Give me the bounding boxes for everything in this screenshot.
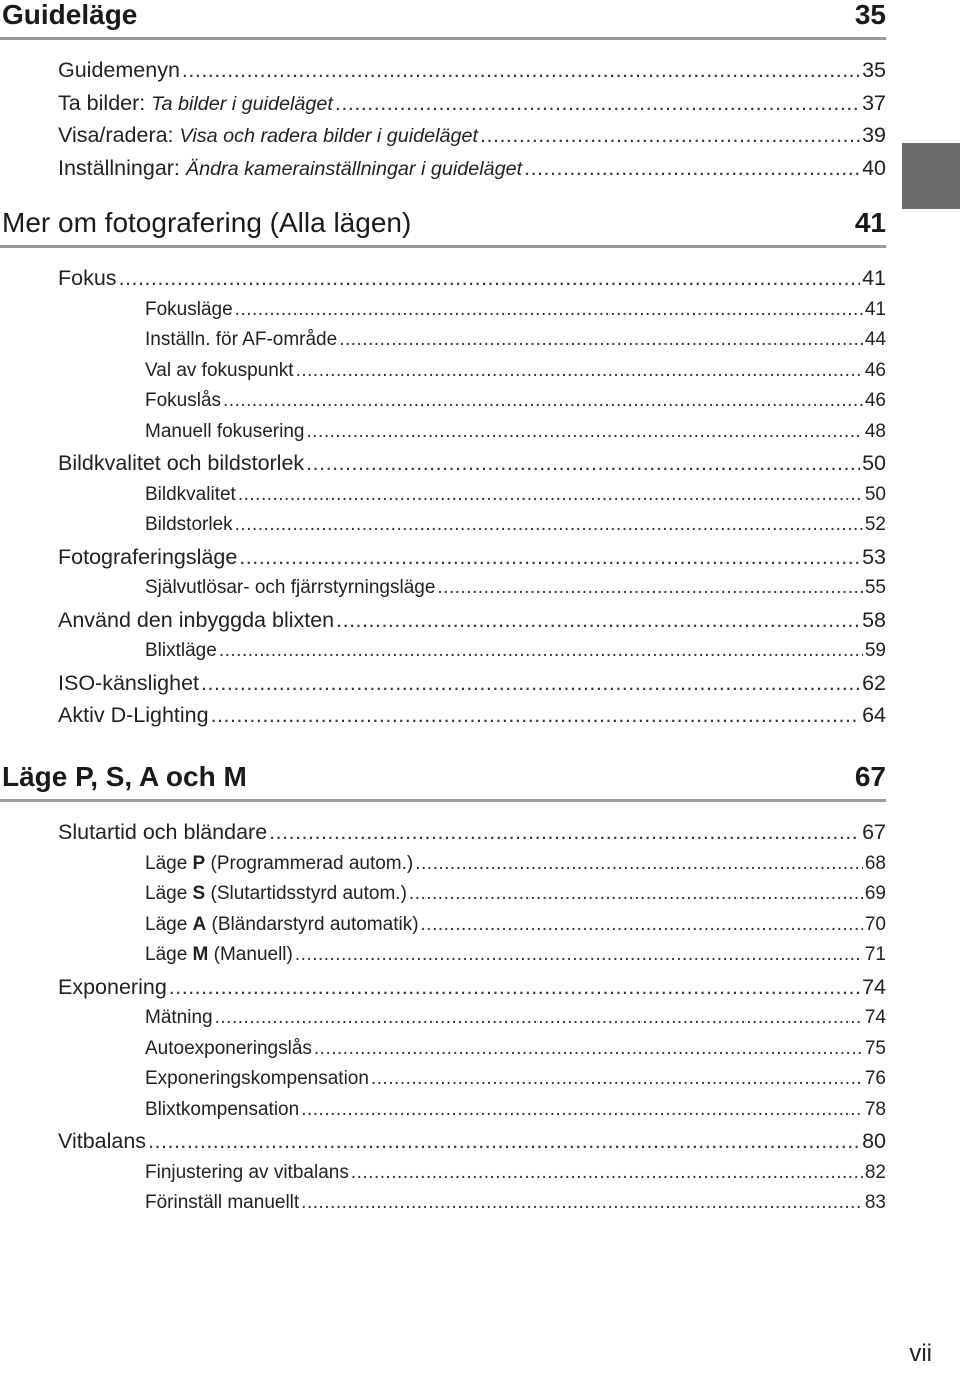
- dot-leader: [235, 514, 863, 536]
- toc-entry-title: [145, 514, 233, 536]
- toc-entry-page: 74: [864, 1007, 886, 1028]
- section-page: 41: [854, 207, 886, 238]
- toc-entry[interactable]: [0, 156, 886, 189]
- dot-leader: [211, 703, 861, 728]
- toc-entry-page: 68: [864, 852, 886, 874]
- toc-entry-title: [145, 853, 413, 875]
- toc-entry-title: [145, 1068, 369, 1090]
- toc-entry-text: Bildkvalitet: [145, 483, 236, 505]
- dot-leader: [301, 1099, 863, 1121]
- toc-entry[interactable]: [0, 299, 886, 330]
- section-title: Läge P, S, A och M: [2, 761, 247, 792]
- toc-entry-text: Visa/radera:: [58, 123, 180, 147]
- toc-entry-title: [145, 1099, 299, 1121]
- toc-entry-title: [58, 671, 199, 696]
- dot-leader: [148, 1129, 860, 1154]
- toc-entry-page: 78: [864, 1098, 886, 1120]
- page-number: vii: [909, 1340, 932, 1367]
- dot-leader: [306, 421, 862, 443]
- section-guide-mode: [0, 0, 886, 188]
- toc-entry-title: [58, 156, 522, 181]
- section-psam-modes: [0, 762, 886, 1223]
- toc-entry-text: Blixtkompensation: [145, 1098, 300, 1120]
- toc-entry-title: [145, 883, 407, 905]
- section-more-photography: [0, 208, 886, 736]
- toc-entry[interactable]: [0, 58, 886, 91]
- dot-leader: [269, 820, 860, 845]
- mode-letter: A: [192, 913, 207, 935]
- toc-entry-page: 83: [864, 1192, 886, 1213]
- toc-entry-page: 59: [864, 640, 886, 661]
- toc-entry-page: 46: [864, 359, 886, 381]
- toc-entry-page: 58: [862, 607, 886, 632]
- toc-entry-text: Fokusläge: [145, 298, 233, 320]
- toc-entry-title: [58, 1129, 146, 1154]
- toc-entry-title: [145, 1162, 349, 1184]
- dot-leader: [437, 577, 862, 599]
- toc-entry-title: [58, 58, 180, 83]
- toc-entry[interactable]: [0, 853, 886, 884]
- dot-leader: [351, 1162, 863, 1184]
- section-header: [0, 762, 886, 802]
- toc-entry-page: 64: [862, 703, 886, 727]
- section-page: 35: [854, 0, 886, 30]
- toc-entry[interactable]: [0, 1007, 886, 1038]
- dot-leader: [215, 1007, 863, 1029]
- toc-entry-page: 37: [862, 90, 886, 115]
- dot-leader: [306, 451, 860, 476]
- toc-entry[interactable]: [0, 608, 886, 641]
- toc-entry-subtitle: Ta bilder i guideläget: [151, 92, 333, 115]
- toc-entry-text: Guidemenyn: [58, 58, 180, 82]
- toc-entry-text: Exponering: [58, 974, 167, 999]
- toc-entry[interactable]: [0, 514, 886, 545]
- toc-entry-text: Fokus: [58, 266, 117, 290]
- toc-entry-title: [145, 390, 221, 412]
- toc-entry-text: Ta bilder:: [58, 90, 152, 115]
- toc-entry-title: [145, 640, 217, 662]
- dot-leader: [238, 484, 863, 506]
- toc-entry-text: ISO-känslighet: [58, 670, 200, 695]
- toc-entry[interactable]: [0, 91, 886, 124]
- toc-entry-subtitle: Visa och radera bilder i guideläget: [179, 125, 479, 147]
- toc-entry-title: [145, 1038, 312, 1060]
- toc-entry-page: 74: [862, 974, 886, 999]
- toc-entry-text: Blixtläge: [145, 640, 217, 661]
- toc-entry-title: [58, 820, 267, 845]
- toc-entry-text: Fotograferingsläge: [58, 544, 238, 569]
- toc-entry-page: 53: [862, 544, 886, 569]
- dot-leader: [339, 329, 863, 351]
- toc-entry-page: 75: [864, 1037, 886, 1059]
- toc-entry-text: Aktiv D-Lighting: [58, 703, 209, 727]
- dot-leader: [335, 91, 860, 116]
- dot-leader: [336, 608, 860, 633]
- dot-leader: [223, 390, 863, 412]
- section-page: 67: [854, 761, 886, 792]
- toc-entry-title: [58, 451, 304, 476]
- toc-entry-page: 52: [864, 514, 886, 535]
- toc-entry[interactable]: [0, 944, 886, 975]
- toc-entry-text: Exponeringskompensation: [145, 1068, 369, 1089]
- dot-leader: [235, 299, 863, 321]
- toc-entry[interactable]: [0, 671, 886, 704]
- toc-entry-text: Slutartid och bländare: [58, 820, 268, 844]
- dot-leader: [295, 944, 863, 966]
- toc-entry[interactable]: [0, 975, 886, 1008]
- toc-entry-text: Mätning: [145, 1007, 213, 1028]
- toc-entry[interactable]: [0, 421, 886, 452]
- toc-entry[interactable]: [0, 703, 886, 736]
- toc-entry-title: [58, 545, 237, 570]
- mode-letter: S: [192, 883, 206, 904]
- toc-entry-text: Förinställ manuellt: [145, 1192, 300, 1213]
- toc-entry[interactable]: [0, 1038, 886, 1069]
- toc-entry-page: 76: [864, 1068, 886, 1089]
- toc-entry-page: 50: [862, 451, 886, 475]
- toc-entry-text: Finjustering av vitbalans: [145, 1161, 349, 1183]
- dot-leader: [301, 1192, 863, 1214]
- toc-entry[interactable]: [0, 545, 886, 578]
- toc-entry-text-rest: (Bländarstyrd automatik): [206, 913, 419, 935]
- toc-entries: [0, 820, 886, 1223]
- toc-entry[interactable]: [0, 577, 886, 608]
- toc-entry[interactable]: [0, 1099, 886, 1130]
- toc-entry[interactable]: [0, 484, 886, 515]
- toc-entry-title: [145, 360, 294, 382]
- dot-leader: [169, 975, 860, 1000]
- toc-entry-title: [145, 944, 293, 966]
- toc-entry-text-rest: (Programmerad autom.): [205, 852, 414, 874]
- section-header: [0, 0, 886, 40]
- toc-entry-page: 35: [862, 58, 886, 82]
- dot-leader: [314, 1038, 863, 1060]
- mode-letter: M: [192, 944, 209, 965]
- dot-leader: [409, 883, 863, 905]
- toc-entry-title: [145, 1192, 299, 1214]
- section-title: Mer om fotografering (Alla lägen): [2, 207, 412, 238]
- toc-entry[interactable]: [0, 1192, 886, 1223]
- toc-entry-text: Bildstorlek: [145, 514, 233, 535]
- toc-entry-page: 70: [864, 913, 886, 935]
- toc-entry-title: [145, 914, 419, 936]
- toc-entry-page: 67: [862, 820, 886, 844]
- toc-entry-page: 50: [864, 483, 886, 505]
- toc-entry-title: [58, 608, 334, 633]
- toc-entry[interactable]: [0, 266, 886, 299]
- toc-entry-title: [58, 91, 333, 116]
- toc-entry-text: Fokuslås: [145, 390, 222, 411]
- toc-entry-text: Läge: [145, 913, 193, 935]
- toc-entries: [0, 266, 886, 736]
- dot-leader: [480, 123, 860, 148]
- toc-entry[interactable]: [0, 1068, 886, 1099]
- toc-entry[interactable]: [0, 1129, 886, 1162]
- toc-entry[interactable]: [0, 123, 886, 156]
- dot-leader: [371, 1068, 863, 1090]
- toc-entry-text: Självutlösar- och fjärrstyrningsläge: [145, 577, 436, 598]
- toc-entry-title: [58, 123, 478, 148]
- dot-leader: [524, 156, 860, 181]
- toc-entry-page: 69: [864, 883, 886, 904]
- toc-entry-text: Autoexponeringslås: [145, 1037, 312, 1059]
- toc-entry[interactable]: [0, 883, 886, 914]
- toc-entry-text: Inställn. för AF-område: [145, 329, 338, 350]
- toc-entry-page: 71: [864, 944, 886, 965]
- toc-entry-page: 80: [862, 1129, 886, 1153]
- toc-entry-page: 39: [862, 123, 886, 147]
- toc-entry-text: Använd den inbyggda blixten: [58, 607, 335, 632]
- mode-letter: P: [192, 852, 206, 874]
- toc-entry[interactable]: [0, 390, 886, 421]
- dot-leader: [415, 853, 863, 875]
- toc-entry-text: Manuell fokusering: [145, 420, 305, 442]
- toc-entry-title: [145, 484, 236, 506]
- section-title: Guideläge: [2, 0, 138, 30]
- chapter-tab-marker: [902, 143, 960, 209]
- toc-entry-text: Läge: [145, 883, 193, 904]
- dot-leader: [239, 545, 860, 570]
- toc-entry-page: 41: [862, 266, 886, 290]
- toc-entry[interactable]: [0, 360, 886, 391]
- toc-entries: [0, 58, 886, 188]
- dot-leader: [201, 671, 860, 696]
- toc-entry-text: Inställningar:: [58, 155, 186, 180]
- toc-entry-text: Vitbalans: [58, 1129, 147, 1153]
- dot-leader: [421, 914, 863, 936]
- toc-entry-page: 62: [862, 670, 886, 695]
- toc-entry-text-rest: (Manuell): [208, 944, 293, 965]
- dot-leader: [119, 266, 861, 291]
- toc-entry[interactable]: [0, 640, 886, 671]
- toc-entry[interactable]: [0, 820, 886, 853]
- toc-entry[interactable]: [0, 329, 886, 360]
- toc-entry-page: 82: [864, 1161, 886, 1183]
- toc-entry-title: [145, 299, 233, 321]
- toc-entry-title: [145, 329, 337, 351]
- toc-entry-text: Val av fokuspunkt: [145, 359, 294, 381]
- toc-entry-subtitle: Ändra kamerainställningar i guideläget: [185, 157, 523, 180]
- section-header: [0, 208, 886, 248]
- toc-entry-page: 44: [864, 329, 886, 350]
- dot-leader: [219, 640, 863, 662]
- toc-entry[interactable]: [0, 914, 886, 945]
- toc-entry-text: Läge: [145, 944, 193, 965]
- toc-entry[interactable]: [0, 1162, 886, 1193]
- toc-entry-text-rest: (Slutartidsstyrd autom.): [205, 883, 407, 904]
- toc-entry-title: [145, 421, 304, 443]
- toc-entry-page: 48: [864, 420, 886, 442]
- toc-entry-title: [145, 577, 435, 599]
- toc-entry-page: 46: [864, 390, 886, 411]
- toc-entry-title: [58, 703, 209, 728]
- toc-entry[interactable]: [0, 451, 886, 484]
- toc-entry-text: Bildkvalitet och bildstorlek: [58, 451, 305, 475]
- dot-leader: [182, 58, 860, 83]
- toc-entry-page: 41: [864, 298, 886, 320]
- toc-entry-title: [145, 1007, 213, 1029]
- toc-entry-text: Läge: [145, 852, 193, 874]
- dot-leader: [296, 360, 863, 382]
- toc-entry-title: [58, 975, 167, 1000]
- toc-entry-title: [58, 266, 117, 291]
- toc-entry-page: 40: [862, 155, 886, 180]
- toc-entry-page: 55: [864, 577, 886, 598]
